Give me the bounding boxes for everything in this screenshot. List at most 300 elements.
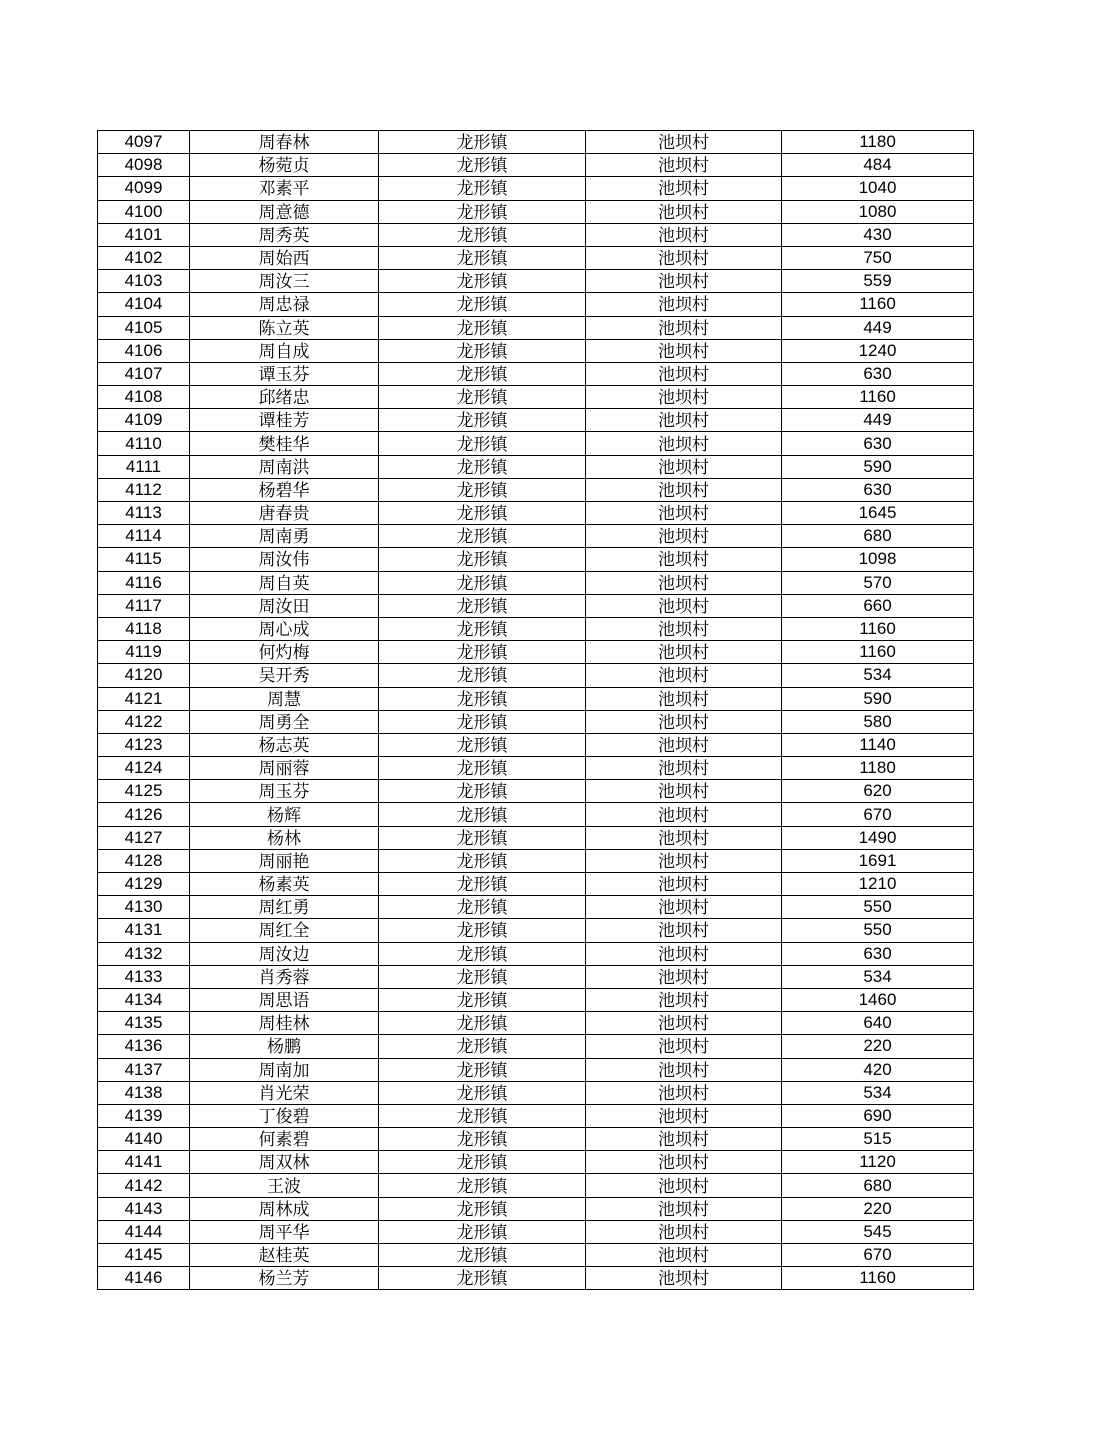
town-cell xyxy=(379,1267,586,1290)
row-number-cell: 4108 xyxy=(98,386,190,409)
row-number-cell: 4138 xyxy=(98,1081,190,1104)
town-text: 龙形镇 xyxy=(456,480,508,501)
name-text: 周秀英 xyxy=(258,225,310,246)
village-text: 池坝村 xyxy=(658,851,709,872)
name-text: 谭玉芬 xyxy=(258,364,310,385)
town-text: 龙形镇 xyxy=(456,643,508,664)
row-number-cell: 4143 xyxy=(98,1197,190,1220)
village-text: 池坝村 xyxy=(658,573,709,594)
name-text: 周丽蓉 xyxy=(258,759,310,780)
name-text: 周玉芬 xyxy=(258,782,310,803)
village-text: 池坝村 xyxy=(658,898,709,919)
row-number-cell: 4126 xyxy=(98,803,190,826)
name-text: 杨兰芳 xyxy=(258,1269,310,1290)
village-cell xyxy=(586,873,782,896)
town-cell xyxy=(379,223,586,246)
village-text: 池坝村 xyxy=(658,1222,709,1243)
name-cell xyxy=(190,1267,379,1290)
name-text: 周红全 xyxy=(258,921,310,942)
village-cell xyxy=(586,177,782,200)
row-number-cell: 4124 xyxy=(98,757,190,780)
town-text: 龙形镇 xyxy=(456,133,508,154)
village-cell xyxy=(586,362,782,385)
table-row xyxy=(98,942,974,965)
town-text: 龙形镇 xyxy=(456,828,508,849)
village-text: 池坝村 xyxy=(658,620,709,641)
town-cell xyxy=(379,293,586,316)
name-text: 杨素英 xyxy=(258,875,310,896)
village-cell xyxy=(586,1035,782,1058)
town-text: 龙形镇 xyxy=(456,1153,508,1174)
amount-cell: 1120 xyxy=(782,1151,974,1174)
table-row xyxy=(98,757,974,780)
town-cell xyxy=(379,246,586,269)
town-text: 龙形镇 xyxy=(456,875,508,896)
name-cell xyxy=(190,223,379,246)
village-cell xyxy=(586,223,782,246)
town-cell xyxy=(379,1220,586,1243)
town-cell xyxy=(379,502,586,525)
town-text: 龙形镇 xyxy=(456,1106,508,1127)
village-text: 池坝村 xyxy=(658,550,709,571)
name-text: 杨辉 xyxy=(267,805,301,826)
town-cell xyxy=(379,942,586,965)
town-text: 龙形镇 xyxy=(456,411,508,432)
name-cell xyxy=(190,942,379,965)
town-cell xyxy=(379,1151,586,1174)
row-number-cell: 4128 xyxy=(98,849,190,872)
name-text: 谭桂芳 xyxy=(258,411,310,432)
town-text: 龙形镇 xyxy=(456,620,508,641)
amount-cell: 660 xyxy=(782,594,974,617)
table-row xyxy=(98,803,974,826)
table-row xyxy=(98,223,974,246)
name-cell xyxy=(190,548,379,571)
name-cell xyxy=(190,641,379,664)
amount-cell: 680 xyxy=(782,1174,974,1197)
amount-cell: 534 xyxy=(782,1081,974,1104)
name-text: 樊桂华 xyxy=(258,434,310,455)
table-row xyxy=(98,664,974,687)
table-row xyxy=(98,988,974,1011)
row-number-cell: 4125 xyxy=(98,780,190,803)
amount-cell: 630 xyxy=(782,432,974,455)
table-row xyxy=(98,131,974,154)
table-row xyxy=(98,594,974,617)
name-text: 丁俊碧 xyxy=(258,1106,310,1127)
town-cell xyxy=(379,988,586,1011)
town-cell xyxy=(379,131,586,154)
name-cell xyxy=(190,1128,379,1151)
name-text: 杨碧华 xyxy=(258,480,310,501)
village-text: 池坝村 xyxy=(658,1153,709,1174)
town-cell xyxy=(379,339,586,362)
village-text: 池坝村 xyxy=(658,1269,709,1290)
town-cell xyxy=(379,780,586,803)
village-cell xyxy=(586,617,782,640)
village-cell xyxy=(586,1058,782,1081)
town-cell xyxy=(379,386,586,409)
village-cell xyxy=(586,687,782,710)
row-number-cell: 4131 xyxy=(98,919,190,942)
village-cell xyxy=(586,409,782,432)
name-cell xyxy=(190,1081,379,1104)
name-text: 周自英 xyxy=(258,573,310,594)
name-cell xyxy=(190,594,379,617)
amount-cell: 690 xyxy=(782,1104,974,1127)
amount-cell: 1691 xyxy=(782,849,974,872)
town-text: 龙形镇 xyxy=(456,944,508,965)
row-number-cell: 4113 xyxy=(98,502,190,525)
amount-cell: 630 xyxy=(782,942,974,965)
name-text: 周平华 xyxy=(258,1222,310,1243)
amount-cell: 590 xyxy=(782,455,974,478)
table-row xyxy=(98,826,974,849)
name-text: 周汝田 xyxy=(258,596,310,617)
village-text: 池坝村 xyxy=(658,295,709,316)
name-cell xyxy=(190,733,379,756)
town-cell xyxy=(379,1244,586,1267)
name-text: 邱绪忠 xyxy=(258,388,310,409)
village-cell xyxy=(586,246,782,269)
table-row xyxy=(98,617,974,640)
town-text: 龙形镇 xyxy=(456,1222,508,1243)
table-row xyxy=(98,339,974,362)
town-cell xyxy=(379,455,586,478)
amount-cell: 534 xyxy=(782,965,974,988)
name-text: 周汝边 xyxy=(258,944,310,965)
village-text: 池坝村 xyxy=(658,341,709,362)
village-text: 池坝村 xyxy=(658,527,709,548)
table-row xyxy=(98,571,974,594)
amount-cell: 1160 xyxy=(782,617,974,640)
amount-cell: 590 xyxy=(782,687,974,710)
row-number-cell: 4141 xyxy=(98,1151,190,1174)
town-cell xyxy=(379,1104,586,1127)
amount-cell: 1160 xyxy=(782,641,974,664)
village-cell xyxy=(586,1151,782,1174)
town-cell xyxy=(379,849,586,872)
town-text: 龙形镇 xyxy=(456,388,508,409)
amount-cell: 484 xyxy=(782,154,974,177)
village-cell xyxy=(586,1244,782,1267)
table-row xyxy=(98,1012,974,1035)
name-cell xyxy=(190,803,379,826)
town-text: 龙形镇 xyxy=(456,225,508,246)
table-row xyxy=(98,455,974,478)
village-cell xyxy=(586,1220,782,1243)
village-cell xyxy=(586,1174,782,1197)
village-text: 池坝村 xyxy=(658,1199,709,1220)
village-cell xyxy=(586,386,782,409)
town-text: 龙形镇 xyxy=(456,782,508,803)
amount-cell: 670 xyxy=(782,1244,974,1267)
table-row xyxy=(98,1220,974,1243)
amount-cell: 534 xyxy=(782,664,974,687)
amount-cell: 570 xyxy=(782,571,974,594)
table-row xyxy=(98,780,974,803)
name-cell xyxy=(190,409,379,432)
town-cell xyxy=(379,177,586,200)
village-cell xyxy=(586,803,782,826)
village-cell xyxy=(586,293,782,316)
table-row xyxy=(98,641,974,664)
name-text: 周南洪 xyxy=(258,457,310,478)
row-number-cell: 4101 xyxy=(98,223,190,246)
name-text: 周丽艳 xyxy=(258,851,310,872)
row-number-cell: 4122 xyxy=(98,710,190,733)
name-text: 吴开秀 xyxy=(258,666,310,687)
name-text: 杨志英 xyxy=(258,735,310,756)
town-cell xyxy=(379,1128,586,1151)
amount-cell: 1240 xyxy=(782,339,974,362)
town-cell xyxy=(379,1081,586,1104)
row-number-cell: 4144 xyxy=(98,1220,190,1243)
name-cell xyxy=(190,780,379,803)
name-text: 周汝三 xyxy=(258,272,310,293)
row-number-cell: 4110 xyxy=(98,432,190,455)
table-row xyxy=(98,1128,974,1151)
village-text: 池坝村 xyxy=(658,1083,709,1104)
town-cell xyxy=(379,154,586,177)
table-row xyxy=(98,1267,974,1290)
table-row xyxy=(98,154,974,177)
name-text: 何灼梅 xyxy=(258,643,310,664)
village-text: 池坝村 xyxy=(658,1130,709,1151)
town-text: 龙形镇 xyxy=(456,921,508,942)
row-number-cell: 4121 xyxy=(98,687,190,710)
town-text: 龙形镇 xyxy=(456,457,508,478)
village-text: 池坝村 xyxy=(658,504,709,525)
village-cell xyxy=(586,1012,782,1035)
town-text: 龙形镇 xyxy=(456,156,508,177)
name-text: 周自成 xyxy=(258,341,310,362)
name-text: 周汝伟 xyxy=(258,550,310,571)
row-number-cell: 4127 xyxy=(98,826,190,849)
town-text: 龙形镇 xyxy=(456,364,508,385)
village-text: 池坝村 xyxy=(658,991,709,1012)
town-text: 龙形镇 xyxy=(456,1083,508,1104)
village-cell xyxy=(586,1081,782,1104)
village-cell xyxy=(586,757,782,780)
table-row xyxy=(98,1244,974,1267)
village-text: 池坝村 xyxy=(658,133,709,154)
town-cell xyxy=(379,1012,586,1035)
town-cell xyxy=(379,803,586,826)
name-cell xyxy=(190,478,379,501)
name-cell xyxy=(190,571,379,594)
table-row xyxy=(98,478,974,501)
town-cell xyxy=(379,733,586,756)
village-text: 池坝村 xyxy=(658,596,709,617)
row-number-cell: 4103 xyxy=(98,270,190,293)
town-text: 龙形镇 xyxy=(456,735,508,756)
table-row xyxy=(98,965,974,988)
amount-cell: 550 xyxy=(782,919,974,942)
row-number-cell: 4098 xyxy=(98,154,190,177)
village-cell xyxy=(586,594,782,617)
town-text: 龙形镇 xyxy=(456,272,508,293)
village-text: 池坝村 xyxy=(658,272,709,293)
name-cell xyxy=(190,1220,379,1243)
town-cell xyxy=(379,432,586,455)
name-cell xyxy=(190,687,379,710)
name-cell xyxy=(190,919,379,942)
name-cell xyxy=(190,710,379,733)
town-text: 龙形镇 xyxy=(456,249,508,270)
village-text: 池坝村 xyxy=(658,689,709,710)
village-cell xyxy=(586,826,782,849)
amount-cell: 1160 xyxy=(782,386,974,409)
name-text: 周红勇 xyxy=(258,898,310,919)
town-cell xyxy=(379,270,586,293)
village-text: 池坝村 xyxy=(658,225,709,246)
amount-cell: 1180 xyxy=(782,757,974,780)
row-number-cell: 4129 xyxy=(98,873,190,896)
amount-cell: 1645 xyxy=(782,502,974,525)
name-text: 周忠禄 xyxy=(258,295,310,316)
row-number-cell: 4100 xyxy=(98,200,190,223)
name-cell xyxy=(190,1035,379,1058)
row-number-cell: 4120 xyxy=(98,664,190,687)
town-cell xyxy=(379,1058,586,1081)
roster-table-body xyxy=(98,131,974,1290)
name-cell xyxy=(190,1174,379,1197)
amount-cell: 630 xyxy=(782,362,974,385)
name-cell xyxy=(190,200,379,223)
name-text: 肖秀蓉 xyxy=(258,967,310,988)
amount-cell: 1460 xyxy=(782,988,974,1011)
village-cell xyxy=(586,1104,782,1127)
village-text: 池坝村 xyxy=(658,480,709,501)
table-row xyxy=(98,873,974,896)
town-text: 龙形镇 xyxy=(456,527,508,548)
table-row xyxy=(98,687,974,710)
table-row xyxy=(98,1081,974,1104)
town-text: 龙形镇 xyxy=(456,341,508,362)
name-text: 唐春贵 xyxy=(258,504,310,525)
row-number-cell: 4097 xyxy=(98,131,190,154)
table-row xyxy=(98,1035,974,1058)
name-cell xyxy=(190,1197,379,1220)
village-cell xyxy=(586,154,782,177)
row-number-cell: 4106 xyxy=(98,339,190,362)
name-cell xyxy=(190,270,379,293)
town-text: 龙形镇 xyxy=(456,1246,508,1267)
name-cell xyxy=(190,502,379,525)
amount-cell: 1140 xyxy=(782,733,974,756)
amount-cell: 550 xyxy=(782,896,974,919)
amount-cell: 420 xyxy=(782,1058,974,1081)
table-row xyxy=(98,525,974,548)
town-text: 龙形镇 xyxy=(456,434,508,455)
name-text: 周思语 xyxy=(258,991,310,1012)
village-text: 池坝村 xyxy=(658,712,709,733)
town-cell xyxy=(379,548,586,571)
town-cell xyxy=(379,571,586,594)
village-text: 池坝村 xyxy=(658,828,709,849)
table-row xyxy=(98,1058,974,1081)
town-text: 龙形镇 xyxy=(456,295,508,316)
row-number-cell: 4099 xyxy=(98,177,190,200)
village-text: 池坝村 xyxy=(658,1060,709,1081)
name-text: 周南加 xyxy=(258,1060,310,1081)
amount-cell: 620 xyxy=(782,780,974,803)
town-cell xyxy=(379,362,586,385)
name-cell xyxy=(190,1244,379,1267)
name-text: 周林成 xyxy=(258,1199,310,1220)
village-text: 池坝村 xyxy=(658,1246,709,1267)
town-text: 龙形镇 xyxy=(456,179,508,200)
row-number-cell: 4119 xyxy=(98,641,190,664)
amount-cell: 750 xyxy=(782,246,974,269)
name-cell xyxy=(190,131,379,154)
town-text: 龙形镇 xyxy=(456,759,508,780)
town-cell xyxy=(379,200,586,223)
village-text: 池坝村 xyxy=(658,1037,709,1058)
village-text: 池坝村 xyxy=(658,921,709,942)
name-text: 赵桂英 xyxy=(258,1246,310,1267)
town-cell xyxy=(379,873,586,896)
amount-cell: 1490 xyxy=(782,826,974,849)
amount-cell: 430 xyxy=(782,223,974,246)
name-cell xyxy=(190,339,379,362)
town-cell xyxy=(379,1197,586,1220)
town-cell xyxy=(379,525,586,548)
row-number-cell: 4109 xyxy=(98,409,190,432)
name-text: 周春林 xyxy=(258,133,310,154)
name-cell xyxy=(190,1012,379,1035)
town-text: 龙形镇 xyxy=(456,851,508,872)
table-row xyxy=(98,1174,974,1197)
village-cell xyxy=(586,270,782,293)
name-text: 邓素平 xyxy=(258,179,310,200)
table-row xyxy=(98,849,974,872)
amount-cell: 670 xyxy=(782,803,974,826)
town-cell xyxy=(379,757,586,780)
table-row xyxy=(98,919,974,942)
table-row xyxy=(98,362,974,385)
row-number-cell: 4139 xyxy=(98,1104,190,1127)
town-cell xyxy=(379,641,586,664)
table-row xyxy=(98,502,974,525)
name-cell xyxy=(190,316,379,339)
village-cell xyxy=(586,548,782,571)
name-text: 周勇全 xyxy=(258,712,310,733)
amount-cell: 1040 xyxy=(782,177,974,200)
amount-cell: 680 xyxy=(782,525,974,548)
town-cell xyxy=(379,896,586,919)
amount-cell: 580 xyxy=(782,710,974,733)
name-text: 周南勇 xyxy=(258,527,310,548)
table-row xyxy=(98,386,974,409)
village-cell xyxy=(586,478,782,501)
village-cell xyxy=(586,664,782,687)
village-text: 池坝村 xyxy=(658,364,709,385)
town-cell xyxy=(379,965,586,988)
name-cell xyxy=(190,1104,379,1127)
town-cell xyxy=(379,710,586,733)
amount-cell: 1098 xyxy=(782,548,974,571)
town-cell xyxy=(379,478,586,501)
name-text: 周意德 xyxy=(258,202,310,223)
village-text: 池坝村 xyxy=(658,1014,709,1035)
name-text: 杨林 xyxy=(267,828,301,849)
row-number-cell: 4123 xyxy=(98,733,190,756)
name-cell xyxy=(190,455,379,478)
table-row xyxy=(98,316,974,339)
name-cell xyxy=(190,177,379,200)
